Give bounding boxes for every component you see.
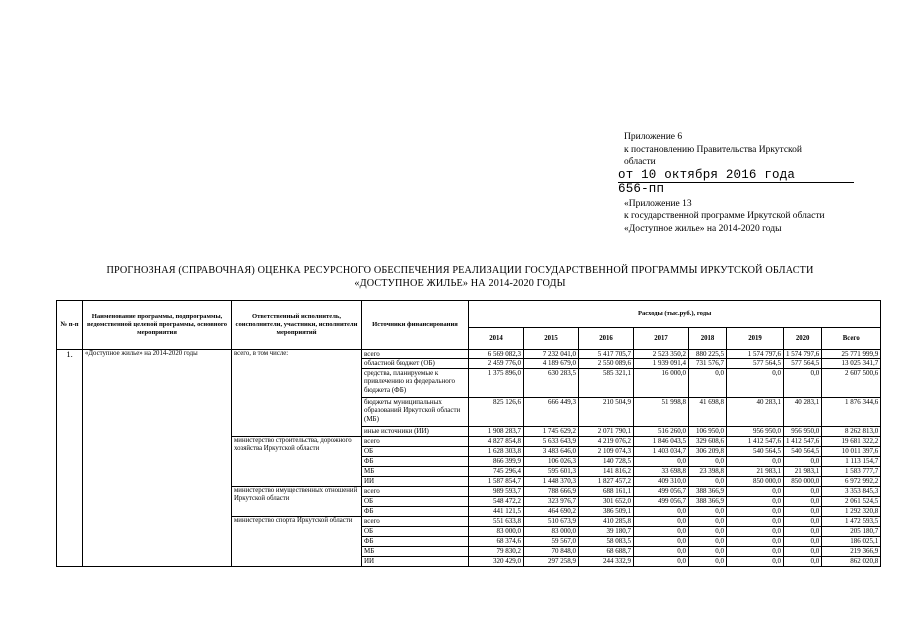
resource-table bbox=[56, 300, 881, 567]
year-value: 0,0 bbox=[784, 526, 822, 536]
resolution-number: 656-пп bbox=[618, 181, 665, 196]
year-value: 106 950,0 bbox=[689, 426, 727, 436]
year-value: 540 564,5 bbox=[784, 446, 822, 456]
header-year: Всего bbox=[822, 328, 881, 350]
year-value: 0,0 bbox=[689, 556, 727, 566]
appendix-line-1: Приложение 6 bbox=[624, 132, 683, 142]
year-value: 0,0 bbox=[784, 506, 822, 516]
year-value: 410 285,8 bbox=[579, 516, 634, 526]
year-value: 141 816,2 bbox=[579, 466, 634, 476]
header-year: 2017 bbox=[634, 328, 689, 350]
year-value: 1 412 547,6 bbox=[784, 436, 822, 446]
year-value: 0,0 bbox=[727, 556, 784, 566]
funding-source: всего bbox=[362, 436, 469, 446]
appendix-line-3: области bbox=[624, 157, 656, 167]
header-year: 2014 bbox=[469, 328, 524, 350]
year-value: 1 846 043,5 bbox=[634, 436, 689, 446]
total-value: 10 011 397,6 bbox=[822, 446, 881, 456]
year-value: 329 608,6 bbox=[689, 436, 727, 446]
year-value: 1 403 034,7 bbox=[634, 446, 689, 456]
year-value: 2 109 074,3 bbox=[579, 446, 634, 456]
year-value: 0,0 bbox=[689, 368, 727, 397]
year-value: 41 698,8 bbox=[689, 397, 727, 426]
year-value: 388 366,9 bbox=[689, 496, 727, 506]
year-value: 3 483 646,0 bbox=[524, 446, 579, 456]
year-value: 1 908 283,7 bbox=[469, 426, 524, 436]
year-value: 4 189 679,0 bbox=[524, 359, 579, 368]
funding-source: областной бюджет (ОБ) bbox=[362, 359, 469, 368]
header-name: Наименование программы, подпрограммы, ведомственной целевой программы, основного мероприятия bbox=[83, 301, 232, 350]
responsible-executor: министерство имущественных отношений Иркутской области bbox=[232, 486, 362, 516]
total-value: 205 180,7 bbox=[822, 526, 881, 536]
year-value: 548 472,2 bbox=[469, 496, 524, 506]
year-value: 0,0 bbox=[689, 536, 727, 546]
total-value: 1 113 154,7 bbox=[822, 456, 881, 466]
year-value: 4 827 854,8 bbox=[469, 436, 524, 446]
year-value: 388 366,9 bbox=[689, 486, 727, 496]
year-value: 4 219 076,2 bbox=[579, 436, 634, 446]
year-value: 0,0 bbox=[634, 506, 689, 516]
header-year: 2019 bbox=[727, 328, 784, 350]
year-value: 866 399,9 bbox=[469, 456, 524, 466]
year-value: 850 000,0 bbox=[727, 476, 784, 486]
year-value: 0,0 bbox=[727, 496, 784, 506]
year-value: 1 939 091,4 bbox=[634, 359, 689, 368]
total-value: 25 771 999,9 bbox=[822, 350, 881, 359]
document-title bbox=[40, 264, 880, 290]
year-value: 0,0 bbox=[784, 536, 822, 546]
year-value: 0,0 bbox=[727, 526, 784, 536]
year-value: 79 830,2 bbox=[469, 546, 524, 556]
year-value: 0,0 bbox=[634, 456, 689, 466]
total-value: 6 972 992,2 bbox=[822, 476, 881, 486]
year-value: 2 071 790,1 bbox=[579, 426, 634, 436]
year-value: 745 296,4 bbox=[469, 466, 524, 476]
year-value: 731 576,7 bbox=[689, 359, 727, 368]
year-value: 2 550 089,6 bbox=[579, 359, 634, 368]
year-value: 880 225,5 bbox=[689, 350, 727, 359]
funding-source: ИИ bbox=[362, 556, 469, 566]
year-value: 1 628 303,8 bbox=[469, 446, 524, 456]
header-year: 2020 bbox=[784, 328, 822, 350]
year-value: 320 429,0 bbox=[469, 556, 524, 566]
funding-source: ОБ bbox=[362, 446, 469, 456]
year-value: 0,0 bbox=[784, 496, 822, 506]
total-value: 862 020,8 bbox=[822, 556, 881, 566]
total-value: 1 583 777,7 bbox=[822, 466, 881, 476]
year-value: 585 321,1 bbox=[579, 368, 634, 397]
year-value: 244 332,9 bbox=[579, 556, 634, 566]
appendix-line-5: к государственной программе Иркутской области bbox=[624, 211, 825, 221]
year-value: 40 283,1 bbox=[784, 397, 822, 426]
year-value: 83 000,0 bbox=[469, 526, 524, 536]
year-value: 21 983,1 bbox=[784, 466, 822, 476]
header-year: 2018 bbox=[689, 328, 727, 350]
total-value: 19 681 322,2 bbox=[822, 436, 881, 446]
year-value: 510 673,9 bbox=[524, 516, 579, 526]
total-value: 13 025 341,7 bbox=[822, 359, 881, 368]
year-value: 23 398,8 bbox=[689, 466, 727, 476]
year-value: 1 827 457,2 bbox=[579, 476, 634, 486]
year-value: 33 698,8 bbox=[634, 466, 689, 476]
total-value: 186 025,1 bbox=[822, 536, 881, 546]
header-source: Источники финансирования bbox=[362, 301, 469, 350]
funding-source: ОБ bbox=[362, 496, 469, 506]
year-value: 0,0 bbox=[784, 486, 822, 496]
year-value: 0,0 bbox=[727, 536, 784, 546]
header-year: 2016 bbox=[579, 328, 634, 350]
year-value: 989 593,7 bbox=[469, 486, 524, 496]
year-value: 1 574 797,6 bbox=[727, 350, 784, 359]
funding-source: средства, планируемые к привлечению из федерального бюджета (ФБ) bbox=[362, 368, 469, 397]
funding-source: ОБ bbox=[362, 526, 469, 536]
total-value: 1 876 344,6 bbox=[822, 397, 881, 426]
total-value: 8 262 813,0 bbox=[822, 426, 881, 436]
year-value: 0,0 bbox=[689, 546, 727, 556]
responsible-executor: министерство строительства, дорожного хозяйства Иркутской области bbox=[232, 436, 362, 486]
total-value: 3 353 845,3 bbox=[822, 486, 881, 496]
year-value: 595 601,3 bbox=[524, 466, 579, 476]
resolution-date: от 10 октября 2016 года bbox=[618, 169, 854, 183]
year-value: 0,0 bbox=[634, 556, 689, 566]
year-value: 788 666,9 bbox=[524, 486, 579, 496]
year-value: 59 567,0 bbox=[524, 536, 579, 546]
year-value: 39 180,7 bbox=[579, 526, 634, 536]
year-value: 5 417 705,7 bbox=[579, 350, 634, 359]
year-value: 688 161,1 bbox=[579, 486, 634, 496]
year-value: 577 564,5 bbox=[727, 359, 784, 368]
year-value: 0,0 bbox=[784, 456, 822, 466]
year-value: 666 449,3 bbox=[524, 397, 579, 426]
year-value: 140 728,5 bbox=[579, 456, 634, 466]
funding-source: ФБ bbox=[362, 536, 469, 546]
year-value: 0,0 bbox=[784, 546, 822, 556]
header-responsible: Ответственный исполнитель, соисполнители, участники, исполнители мероприятий bbox=[232, 301, 362, 350]
year-value: 0,0 bbox=[689, 456, 727, 466]
year-value: 51 998,8 bbox=[634, 397, 689, 426]
year-value: 70 848,0 bbox=[524, 546, 579, 556]
total-value: 2 607 500,6 bbox=[822, 368, 881, 397]
year-value: 5 633 643,9 bbox=[524, 436, 579, 446]
header-expenses: Расходы (тыс.руб.), годы bbox=[469, 301, 881, 328]
year-value: 1 587 854,7 bbox=[469, 476, 524, 486]
year-value: 0,0 bbox=[634, 536, 689, 546]
year-value: 0,0 bbox=[689, 506, 727, 516]
year-value: 306 209,8 bbox=[689, 446, 727, 456]
row-number: 1. bbox=[57, 350, 83, 567]
year-value: 68 688,7 bbox=[579, 546, 634, 556]
year-value: 0,0 bbox=[784, 368, 822, 397]
funding-source: ИИ bbox=[362, 476, 469, 486]
year-value: 0,0 bbox=[727, 368, 784, 397]
title-line-2: «ДОСТУПНОЕ ЖИЛЬЕ» НА 2014-2020 ГОДЫ bbox=[354, 278, 566, 289]
funding-source: ФБ bbox=[362, 506, 469, 516]
year-value: 464 690,2 bbox=[524, 506, 579, 516]
year-value: 825 126,6 bbox=[469, 397, 524, 426]
year-value: 499 056,7 bbox=[634, 496, 689, 506]
header-num: № п-п bbox=[57, 301, 83, 350]
year-value: 301 652,0 bbox=[579, 496, 634, 506]
funding-source: бюджеты муниципальных образований Иркутской области (МБ) bbox=[362, 397, 469, 426]
funding-source: МБ bbox=[362, 546, 469, 556]
year-value: 21 983,1 bbox=[727, 466, 784, 476]
funding-source: иные источники (ИИ) bbox=[362, 426, 469, 436]
year-value: 1 375 896,0 bbox=[469, 368, 524, 397]
year-value: 0,0 bbox=[634, 516, 689, 526]
year-value: 386 509,1 bbox=[579, 506, 634, 516]
responsible-executor: всего, в том числе: bbox=[232, 350, 362, 437]
total-value: 219 366,9 bbox=[822, 546, 881, 556]
year-value: 577 564,5 bbox=[784, 359, 822, 368]
appendix-block bbox=[618, 131, 864, 235]
appendix-line-6: «Доступное жилье» на 2014-2020 годы bbox=[624, 223, 782, 234]
year-value: 210 504,9 bbox=[579, 397, 634, 426]
program-name: «Доступное жилье» на 2014-2020 годы bbox=[83, 350, 232, 567]
funding-source: всего bbox=[362, 516, 469, 526]
year-value: 850 000,0 bbox=[784, 476, 822, 486]
year-value: 551 633,8 bbox=[469, 516, 524, 526]
year-value: 0,0 bbox=[634, 546, 689, 556]
title-line-1: ПРОГНОЗНАЯ (СПРАВОЧНАЯ) ОЦЕНКА РЕСУРСНОГО ОБЕСПЕЧЕНИЯ РЕАЛИЗАЦИИ ГОСУДАРСТВЕННОЙ ПРОГРАММЫ ИРКУТСКОЙ ОБЛАСТИ bbox=[106, 265, 814, 276]
year-value: 2 459 776,0 bbox=[469, 359, 524, 368]
year-value: 441 121,5 bbox=[469, 506, 524, 516]
header-year: 2015 bbox=[524, 328, 579, 350]
year-value: 0,0 bbox=[784, 516, 822, 526]
year-value: 40 283,1 bbox=[727, 397, 784, 426]
year-value: 0,0 bbox=[727, 486, 784, 496]
year-value: 0,0 bbox=[689, 526, 727, 536]
year-value: 2 523 350,2 bbox=[634, 350, 689, 359]
funding-source: ФБ bbox=[362, 456, 469, 466]
funding-source: МБ bbox=[362, 466, 469, 476]
year-value: 297 258,9 bbox=[524, 556, 579, 566]
total-value: 2 061 524,5 bbox=[822, 496, 881, 506]
year-value: 1 574 797,6 bbox=[784, 350, 822, 359]
year-value: 0,0 bbox=[689, 476, 727, 486]
year-value: 540 564,5 bbox=[727, 446, 784, 456]
appendix-line-4: «Приложение 13 bbox=[624, 198, 692, 209]
year-value: 1 448 370,3 bbox=[524, 476, 579, 486]
total-value: 1 472 593,5 bbox=[822, 516, 881, 526]
year-value: 0,0 bbox=[727, 456, 784, 466]
year-value: 6 569 082,3 bbox=[469, 350, 524, 359]
appendix-line-2: к постановлению Правительства Иркутской bbox=[624, 144, 803, 155]
year-value: 630 283,5 bbox=[524, 368, 579, 397]
year-value: 83 000,0 bbox=[524, 526, 579, 536]
table-row bbox=[57, 350, 881, 359]
year-value: 58 083,5 bbox=[579, 536, 634, 546]
year-value: 0,0 bbox=[727, 506, 784, 516]
year-value: 1 745 629,2 bbox=[524, 426, 579, 436]
year-value: 956 950,0 bbox=[784, 426, 822, 436]
year-value: 0,0 bbox=[784, 556, 822, 566]
year-value: 323 976,7 bbox=[524, 496, 579, 506]
year-value: 7 232 041,0 bbox=[524, 350, 579, 359]
year-value: 1 412 547,6 bbox=[727, 436, 784, 446]
year-value: 0,0 bbox=[634, 526, 689, 536]
funding-source: всего bbox=[362, 350, 469, 359]
year-value: 0,0 bbox=[689, 516, 727, 526]
year-value: 68 374,6 bbox=[469, 536, 524, 546]
year-value: 409 310,0 bbox=[634, 476, 689, 486]
year-value: 956 950,0 bbox=[727, 426, 784, 436]
funding-source: всего bbox=[362, 486, 469, 496]
year-value: 16 000,0 bbox=[634, 368, 689, 397]
year-value: 0,0 bbox=[727, 516, 784, 526]
total-value: 1 292 320,8 bbox=[822, 506, 881, 516]
year-value: 499 056,7 bbox=[634, 486, 689, 496]
year-value: 516 260,0 bbox=[634, 426, 689, 436]
year-value: 106 026,3 bbox=[524, 456, 579, 466]
year-value: 0,0 bbox=[727, 546, 784, 556]
responsible-executor: министерство спорта Иркутской области bbox=[232, 516, 362, 566]
